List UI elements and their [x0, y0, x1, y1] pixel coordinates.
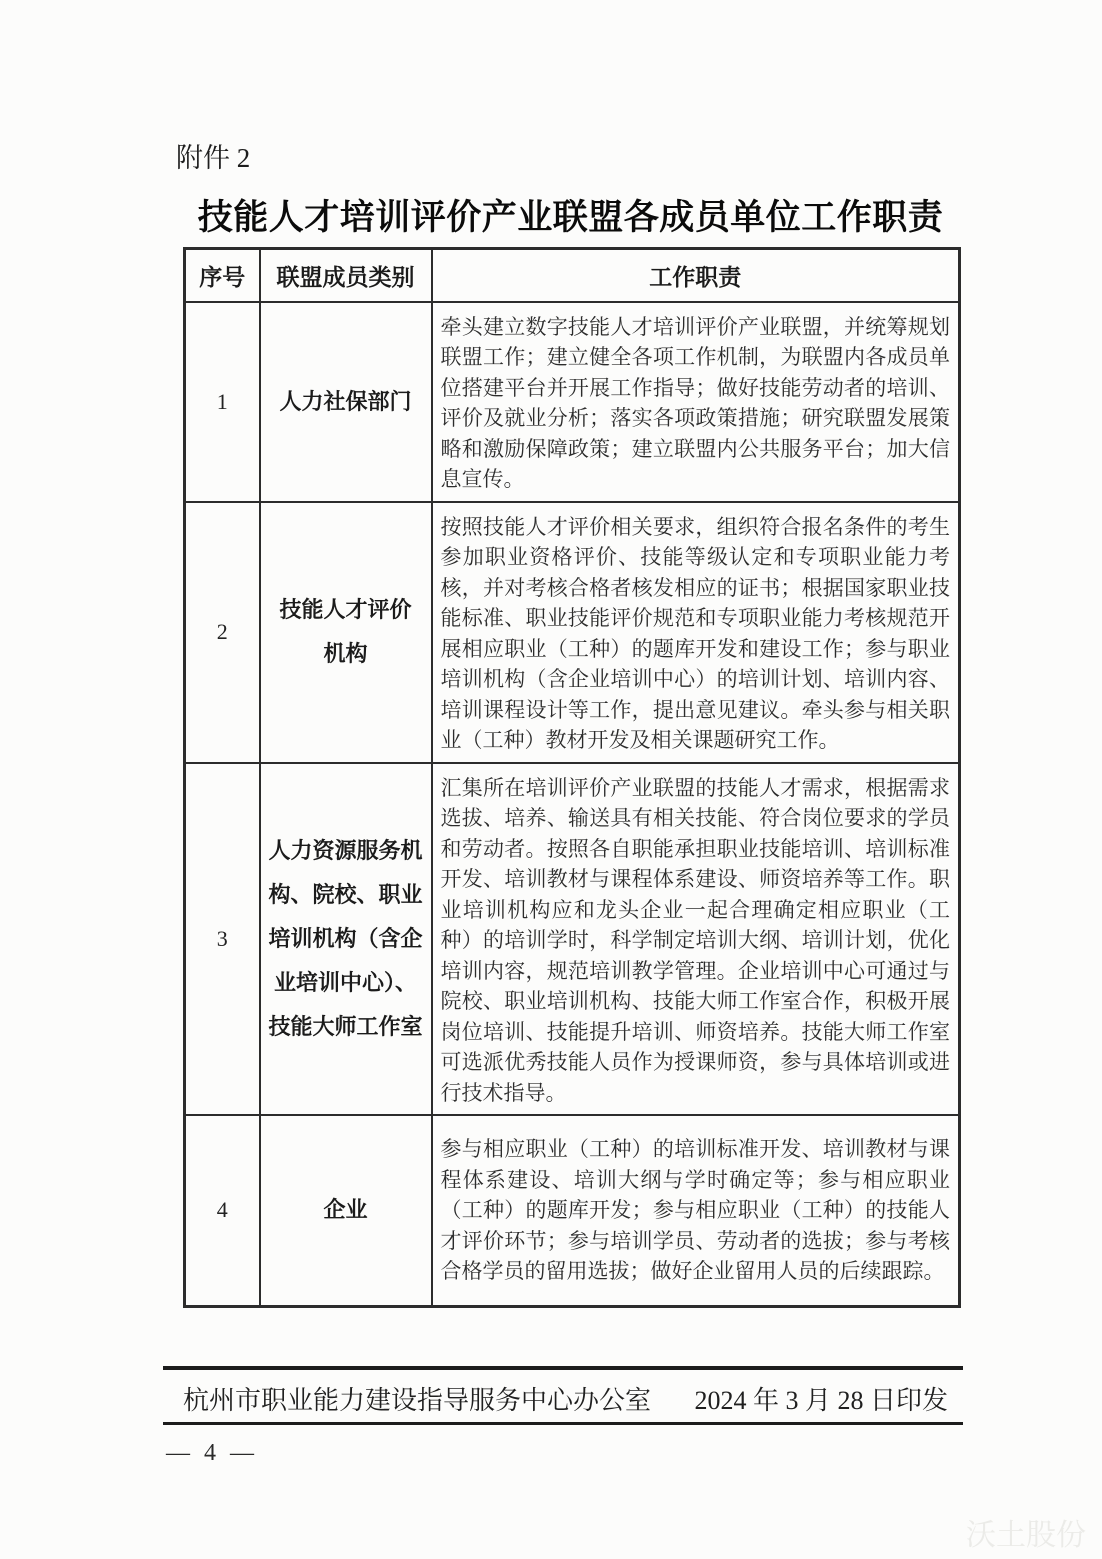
footer-issuer: 杭州市职业能力建设指导服务中心办公室: [183, 1386, 652, 1415]
footer: [183, 1380, 948, 1417]
row-number: 1: [185, 302, 260, 502]
col-header-category: 联盟成员类别: [260, 249, 432, 302]
table-header-row: [185, 249, 960, 302]
duties-table: [183, 247, 961, 1308]
page-title: 技能人才培训评价产业联盟各成员单位工作职责: [197, 198, 944, 237]
duty-text: 按照技能人才评价相关要求，组织符合报名条件的考生参加职业资格评价、技能等级认定和专项职业能力考核，并对考核合格者核发相应的证书；根据国家职业技能标准、职业技能评价规范和专项职业能力考核规范开展相应职业（工种）的题库开发和建设工作；参与职业培训机构（含企业培训中心）的培训计划、培训内容、培训课程设计等工作，提出意见建议。牵头参与相关职业（工种）教材开发及相关课题研究工作。: [432, 502, 960, 763]
footer-rule-top: [163, 1366, 963, 1370]
col-header-no: 序号: [185, 249, 260, 302]
duty-text: 参与相应职业（工种）的培训标准开发、培训教材与课程体系建设、培训大纲与学时确定等；参与相应职业（工种）的题库开发；参与相应职业（工种）的技能人才评价环节；参与培训学员、劳动者的选拔；参与考核合格学员的留用选拔；做好企业留用人员的后续跟踪。: [432, 1115, 960, 1306]
table-row: [185, 302, 960, 502]
col-header-duty: 工作职责: [432, 249, 960, 302]
table-row: [185, 763, 960, 1116]
row-number: 3: [185, 763, 260, 1116]
footer-rule-bottom: [163, 1422, 963, 1425]
attachment-label: 附件 2: [176, 143, 251, 173]
member-category: 企业: [260, 1115, 432, 1306]
member-category: 技能人才评价 机构: [260, 502, 432, 763]
row-number: 2: [185, 502, 260, 763]
footer-date: 2024 年 3 月 28 日印发: [694, 1386, 948, 1415]
row-number: 4: [185, 1115, 260, 1306]
member-category: 人力社保部门: [260, 302, 432, 502]
table-row: [185, 1115, 960, 1306]
table-row: [185, 502, 960, 763]
member-category: 人力资源服务机 构、院校、职业 培训机构（含企 业培训中心）、 技能大师工作室: [260, 763, 432, 1116]
duty-text: 汇集所在培训评价产业联盟的技能人才需求，根据需求选拔、培养、输送具有相关技能、符合岗位要求的学员和劳动者。按照各自职能承担职业技能培训、培训标准开发、培训教材与课程体系建设、师资培养等工作。职业培训机构应和龙头企业一起合理确定相应职业（工种）的培训学时，科学制定培训大纲、培训计划，优化培训内容，规范培训教学管理。企业培训中心可通过与院校、职业培训机构、技能大师工作室合作，积极开展岗位培训、技能提升培训、师资培养。技能大师工作室可选派优秀技能人员作为授课师资，参与具体培训或进行技术指导。: [432, 763, 960, 1116]
watermark: 沃土股份: [966, 1519, 1086, 1552]
duty-text: 牵头建立数字技能人才培训评价产业联盟，并统筹规划联盟工作；建立健全各项工作机制，为联盟内各成员单位搭建平台并开展工作指导；做好技能劳动者的培训、评价及就业分析；落实各项政策措施；研究联盟发展策略和激励保障政策；建立联盟内公共服务平台；加大信息宣传。: [432, 302, 960, 502]
page-number: — 4 —: [166, 1440, 258, 1466]
